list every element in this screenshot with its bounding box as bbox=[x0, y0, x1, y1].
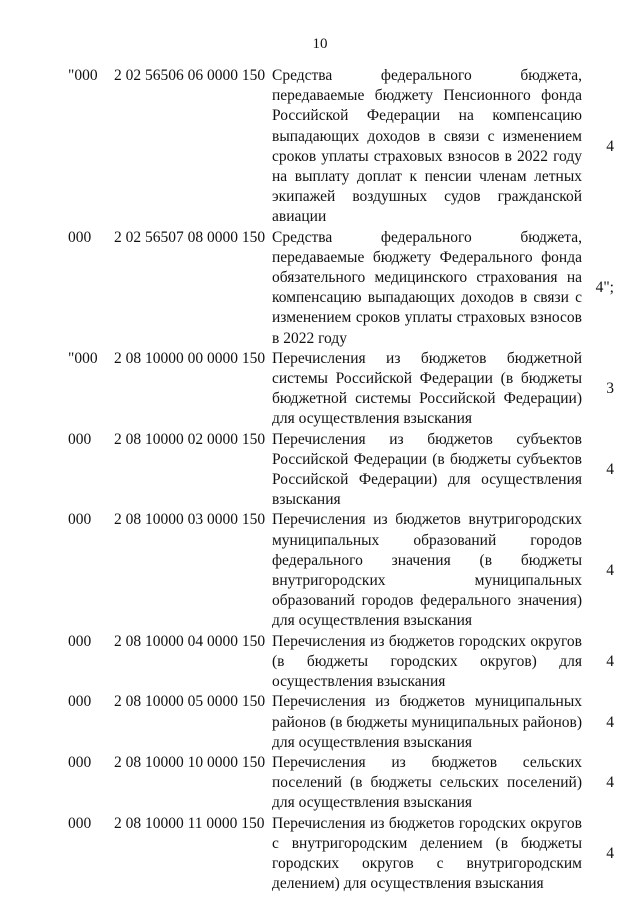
row-code: 2 02 56507 08 0000 150 bbox=[114, 228, 266, 246]
row-prefix: 000 bbox=[68, 632, 92, 650]
row-prefix: "000 bbox=[68, 349, 98, 367]
row-description: Перечисления из бюджетов муниципальных районов (в бюджеты муниципальных районов) для осуществления взыскания bbox=[272, 693, 582, 751]
budget-code-table bbox=[0, 66, 640, 894]
row-description: Средства федерального бюджета, передаваемые бюджету Федерального фонда обязательного медицинского страхования на компенсацию выпадающих доходов в связи с изменением сроков уплаты страховых взносов в 2022 году bbox=[272, 228, 582, 347]
table-row bbox=[0, 692, 640, 753]
row-description: Перечисления из бюджетов городских округов (в бюджеты городских округов) для осуществления взыскания bbox=[272, 632, 582, 691]
row-prefix: 000 bbox=[68, 753, 92, 771]
row-description: Перечисления из бюджетов субъектов Российской Федерации (в бюджеты субъектов Российской Федерации) для осуществления взыскания bbox=[272, 430, 582, 509]
row-code: 2 08 10000 03 0000 150 bbox=[114, 511, 266, 529]
row-code: 2 08 10000 11 0000 150 bbox=[114, 814, 265, 832]
row-description: Перечисления из бюджетов сельских поселений (в бюджеты сельских поселений) для осуществления взыскания bbox=[272, 753, 582, 812]
row-value: 4 bbox=[606, 562, 614, 580]
row-prefix: 000 bbox=[68, 228, 92, 246]
table-row bbox=[0, 510, 640, 631]
row-prefix: 000 bbox=[68, 430, 92, 448]
row-prefix: 000 bbox=[68, 814, 92, 832]
table-row bbox=[0, 349, 640, 430]
row-description: Перечисления из бюджетов внутригородских муниципальных образований городов федерального значения (в бюджеты внутригородских муниципальных образований городов федерального значения) для осуществления взыскания bbox=[272, 511, 582, 630]
row-code: 2 08 10000 10 0000 150 bbox=[114, 753, 266, 771]
row-value: 4"; bbox=[595, 279, 614, 297]
row-code: 2 08 10000 00 0000 150 bbox=[114, 349, 266, 367]
table-row bbox=[0, 814, 640, 895]
table-row bbox=[0, 66, 640, 228]
row-code: 2 08 10000 04 0000 150 bbox=[114, 632, 266, 650]
row-value: 4 bbox=[606, 844, 614, 862]
row-code: 2 02 56506 06 0000 150 bbox=[114, 67, 266, 84]
row-value: 3 bbox=[606, 380, 614, 398]
table-row bbox=[0, 632, 640, 693]
table-row bbox=[0, 228, 640, 349]
row-value: 4 bbox=[606, 652, 614, 670]
row-code: 2 08 10000 02 0000 150 bbox=[114, 430, 266, 448]
row-code: 2 08 10000 05 0000 150 bbox=[114, 693, 266, 711]
row-value: 4 bbox=[606, 713, 614, 731]
table-row bbox=[0, 430, 640, 511]
row-value: 4 bbox=[606, 774, 614, 792]
row-value: 4 bbox=[606, 461, 614, 479]
table-row bbox=[0, 753, 640, 814]
row-description: Средства федерального бюджета, передаваемые бюджету Пенсионного фонда Российской Федерации на компенсацию выпадающих доходов в связи с изменением сроков уплаты страховых взносов в 2022 году на выплату доплат к пенсии членам летных экипажей воздушных судов гражданской авиации bbox=[272, 67, 582, 226]
row-prefix: 000 bbox=[68, 511, 92, 529]
row-value: 4 bbox=[606, 137, 614, 155]
page-number: 10 bbox=[312, 36, 328, 52]
row-description: Перечисления из бюджетов бюджетной системы Российской Федерации (в бюджеты бюджетной системы Российской Федерации) для осуществления взыскания bbox=[272, 349, 582, 428]
row-prefix: 000 bbox=[68, 693, 92, 711]
row-prefix: "000 bbox=[68, 67, 98, 84]
row-description: Перечисления из бюджетов городских округов с внутригородским делением (в бюджеты городских округов с внутригородским делением) для осуществления взыскания bbox=[272, 814, 582, 893]
